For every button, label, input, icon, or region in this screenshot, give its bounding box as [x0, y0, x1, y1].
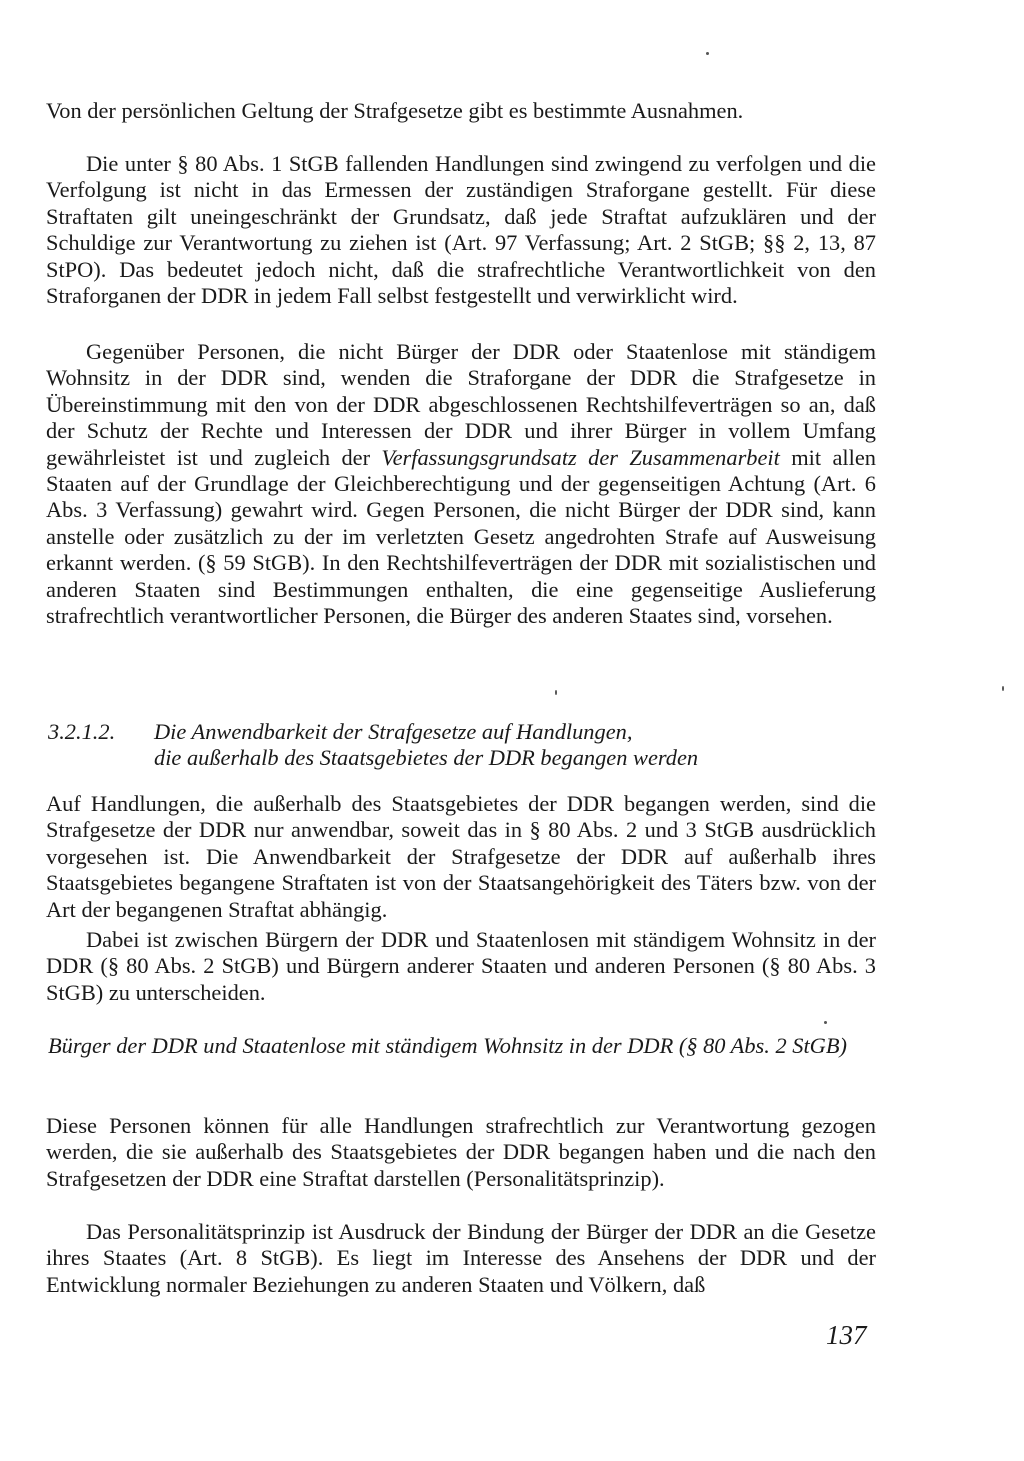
- subheading-citizens: Bürger der DDR und Staatenlose mit ständigem Wohnsitz in der DDR (§ 80 Abs. 2 StGB): [48, 1033, 847, 1058]
- paragraph-distinction: Dabei ist zwischen Bürgern der DDR und Staatenlosen mit ständigem Wohnsitz in der DDR (§ 80 Abs. 2 StGB) und Bürgern anderer Staaten und anderen Personen (§ 80 Abs. 3 StGB) zu unterscheiden.: [46, 927, 876, 1005]
- scan-speck: [555, 690, 557, 695]
- paragraph-binding: Das Personalitätsprinzip ist Ausdruck der Bindung der Bürger der DDR an die Gesetze ihres Staates (Art. 8 StGB). Es liegt im Interesse des Ansehens der DDR und der Entwicklung normaler Beziehungen zu anderen Staaten und Völkern, daß: [46, 1219, 876, 1297]
- paragraph-foreign-persons: [46, 339, 876, 629]
- page-number: 137: [826, 1320, 867, 1350]
- paragraph-text: Gegenüber Personen, die nicht Bürger der DDR oder Staatenlose mit ständigem Wohnsitz in der DDR sind, wenden die Straforgane der DDR die Strafgesetze in Übereinstimmung mit den von der DDR abgeschlossenen Rechtshilfeverträgen so an, daß der Schutz der Rechte und Interessen der DDR und ihrer Bürger in vollem Umfang gewährleistet ist und zugleich der: [46, 339, 876, 470]
- section-title-line: Die Anwendbarkeit der Strafgesetze auf Handlungen,: [154, 719, 633, 744]
- paragraph-text: mit allen Staaten auf der Grundlage der Gleichberechtigung und der gegenseitigen Achtung (Art. 6 Abs. 3 Verfassung) gewahrt wird. Gegen Personen, die nicht Bürger der DDR sind, kann anstelle oder zusätzlich zu der im verletzten Gesetz angedrohten Strafe auf Ausweisung erkannt werden. (§ 59 StGB). In den Rechtshilfeverträgen der DDR mit sozialistischen und anderen Staaten sind Bestimmungen enthalten, die eine gegenseitige Auslieferung strafrechtlich verantwortlicher Personen, die Bürger des anderen Staates sind, vorsehen.: [46, 444, 876, 629]
- paragraph-extraterritorial: Auf Handlungen, die außerhalb des Staatsgebietes der DDR begangen werden, sind die Strafgesetze der DDR nur anwendbar, soweit das in § 80 Abs. 2 und 3 StGB ausdrücklich vorgesehen ist. Die Anwendbarkeit der Strafgesetze der DDR auf außerhalb ihres Staatsgebietes begangene Straftaten ist von der Staatsangehörigkeit des Täters bzw. von der Art der begangenen Straftat abhängig.: [46, 791, 876, 922]
- section-title-line: die außerhalb des Staatsgebietes der DDR begangen werden: [154, 745, 699, 771]
- paragraph-prosecution-duty: Die unter § 80 Abs. 1 StGB fallenden Handlungen sind zwingend zu verfolgen und die Verfolgung ist nicht in das Ermessen der zuständigen Straforgane gestellt. Für diese Straftaten gilt uneingeschränkt der Grundsatz, daß jede Straftat aufzuklären und der Schuldige zur Verantwortung zu ziehen ist (Art. 97 Verfassung; Art. 2 StGB; §§ 2, 13, 87 StPO). Das bedeutet jedoch nicht, daß die strafrechtliche Verantwortlichkeit von den Straforganen der DDR in jedem Fall selbst festgestellt und verwirklicht wird.: [46, 151, 876, 309]
- scan-speck: [706, 52, 709, 55]
- paragraph-exceptions: Von der persönlichen Geltung der Strafgesetze gibt es bestimmte Ausnahmen.: [46, 98, 744, 123]
- paragraph-personality-principle: Diese Personen können für alle Handlungen strafrechtlich zur Verantwortung gezogen werden, die sie außerhalb des Staatsgebietes der DDR begangen haben und die nach den Strafgesetzen der DDR eine Straftat darstellen (Personalitätsprinzip).: [46, 1113, 876, 1191]
- emphasized-term: Verfassungsgrundsatz der Zusammenarbeit: [381, 444, 780, 470]
- section-number: 3.2.1.2.: [48, 719, 116, 744]
- scan-speck: [824, 1021, 827, 1024]
- section-title: [154, 719, 698, 772]
- scan-speck: [1002, 686, 1004, 691]
